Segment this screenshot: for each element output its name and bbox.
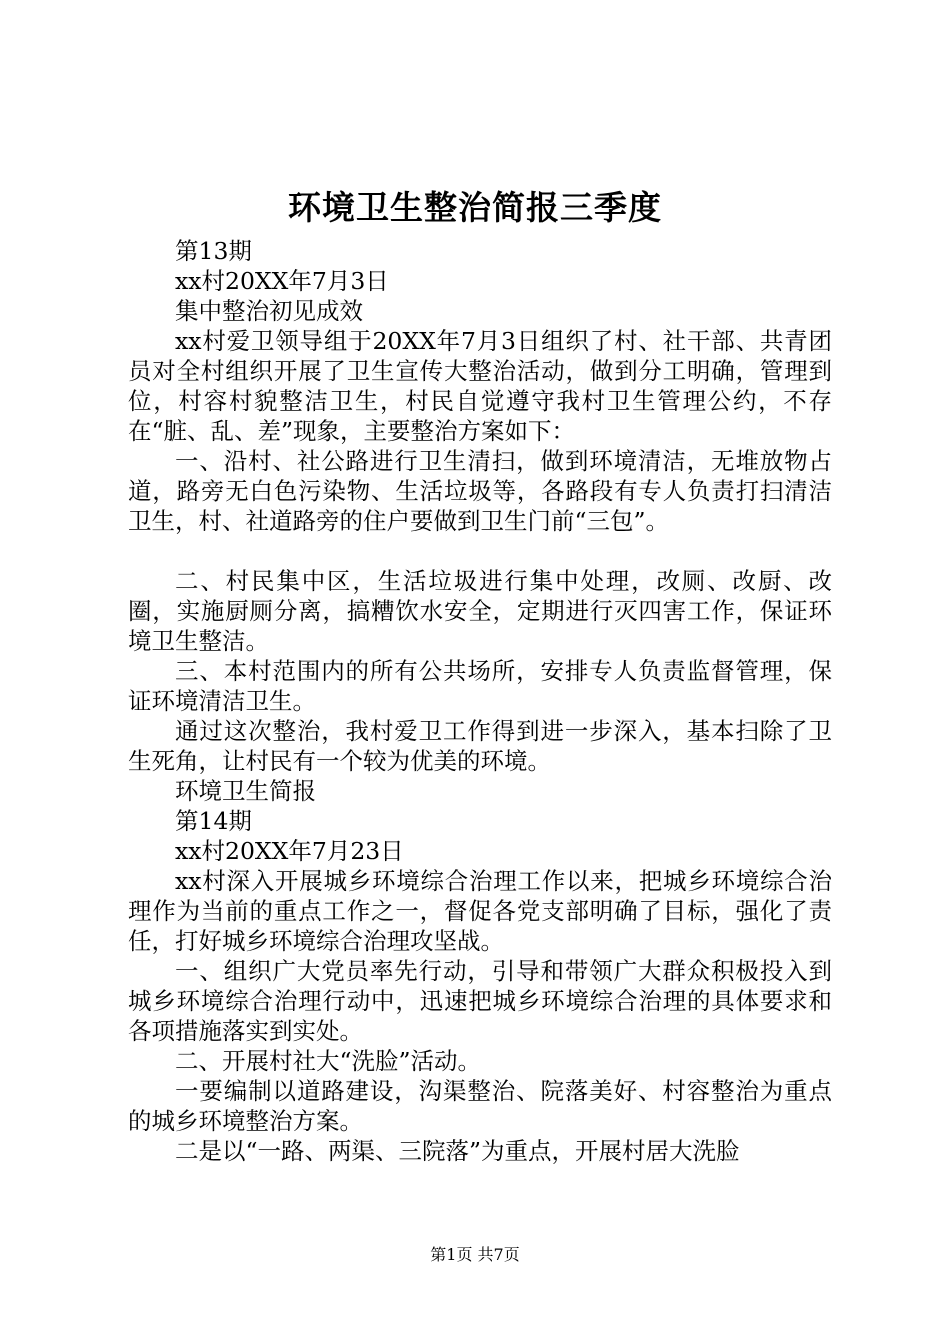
body-paragraph: 二是以“一路、两渠、三院落”为重点，开展村居大洗脸 [175, 1137, 740, 1165]
body-paragraph: 一、沿村、社公路进行卫生清扫，做到环境清洁，无堆放物占道，路旁无白色污染物、生活垃圾等，各路段有专人负责打扫清洁卫生，村、社道路旁的住户要做到卫生门前“三包”。 [128, 447, 832, 535]
section-heading: 环境卫生简报 [175, 777, 316, 805]
body-paragraph: 一要编制以道路建设，沟渠整治、院落美好、村容整治为重点的城乡环境整治方案。 [128, 1077, 832, 1135]
issue-date: xx村20XX年7月23日 [175, 837, 404, 865]
document-title: 环境卫生整治简报三季度 [288, 188, 662, 227]
section-heading: 集中整治初见成效 [175, 297, 363, 325]
body-paragraph: xx村深入开展城乡环境综合治理工作以来，把城乡环境综合治理作为当前的重点工作之一，督促各党支部明确了目标，强化了责任，打好城乡环境综合治理攻坚战。 [128, 867, 832, 955]
issue-date: xx村20XX年7月3日 [175, 267, 389, 295]
body-paragraph: 三、本村范围内的所有公共场所，安排专人负责监督管理，保证环境清洁卫生。 [128, 657, 832, 715]
issue-number: 第14期 [175, 807, 252, 835]
body-paragraph: 通过这次整治，我村爱卫工作得到进一步深入，基本扫除了卫生死角，让村民有一个较为优美的环境。 [128, 717, 832, 775]
document-body [128, 236, 832, 1166]
issue-number: 第13期 [175, 237, 252, 265]
body-paragraph: 二、开展村社大“洗脸”活动。 [175, 1047, 482, 1075]
page-footer: 第1页 共7页 [430, 1245, 520, 1264]
body-paragraph: 二、村民集中区，生活垃圾进行集中处理，改厕、改厨、改圈，实施厨厕分离，搞糟饮水安全，定期进行灭四害工作，保证环境卫生整洁。 [128, 567, 832, 655]
body-paragraph: 一、组织广大党员率先行动，引导和带领广大群众积极投入到城乡环境综合治理行动中，迅速把城乡环境综合治理的具体要求和各项措施落实到实处。 [128, 957, 832, 1045]
body-paragraph: xx村爱卫领导组于20XX年7月3日组织了村、社干部、共青团员对全村组织开展了卫生宣传大整治活动，做到分工明确，管理到位，村容村貌整洁卫生，村民自觉遵守我村卫生管理公约，不存在“脏、乱、差”现象，主要整治方案如下： [128, 327, 832, 445]
